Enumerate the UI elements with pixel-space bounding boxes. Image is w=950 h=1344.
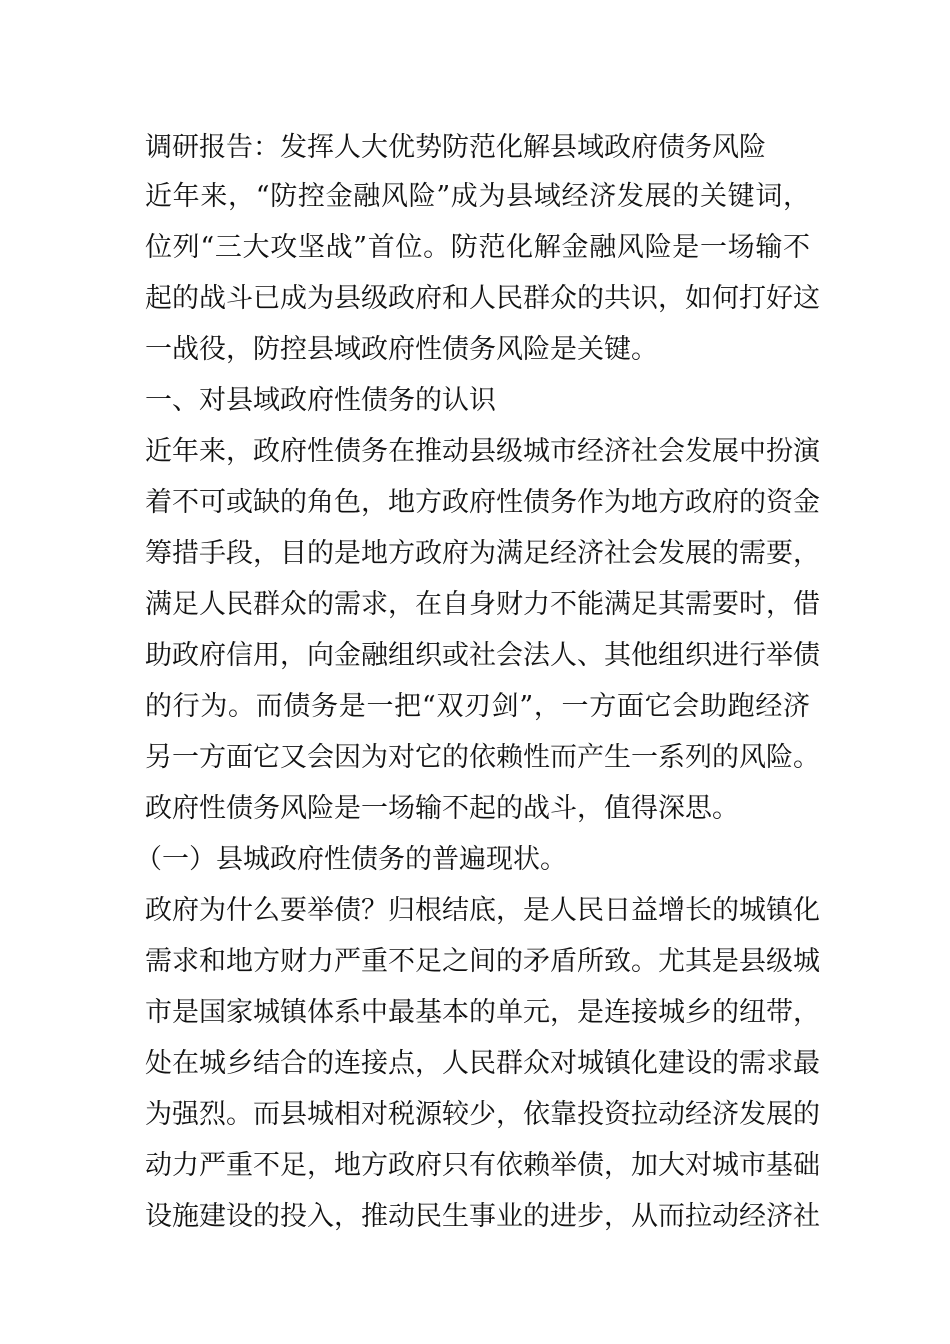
- paragraph-line: 动力严重不足，地方政府只有依赖举债，加大对城市基础: [145, 1150, 820, 1181]
- paragraph-line: 满足人民群众的需求，在自身财力不能满足其需要时，借: [145, 589, 820, 620]
- paragraph-line: 政府为什么要举债？归根结底，是人民日益增长的城镇化: [145, 895, 820, 926]
- document-title: 调研报告：发挥人大优势防范化解县域政府债务风险: [145, 132, 766, 163]
- paragraph-line: 的行为。而债务是一把“双刃剑”，一方面它会助跑经济: [145, 691, 810, 722]
- paragraph-line: 需求和地方财力严重不足之间的矛盾所致。尤其是县级城: [145, 946, 820, 977]
- paragraph-line: 助政府信用，向金融组织或社会法人、其他组织进行举债: [145, 640, 820, 671]
- paragraph-line: 近年来，“防控金融风险”成为县域经济发展的关键词，: [145, 181, 810, 212]
- paragraph-line: 筹措手段，目的是地方政府为满足经济社会发展的需要，: [145, 538, 820, 569]
- paragraph-line: 市是国家城镇体系中最基本的单元，是连接城乡的纽带，: [145, 997, 820, 1028]
- section-heading: 一、对县域政府性债务的认识: [145, 385, 496, 416]
- paragraph-line: 为强烈。而县城相对税源较少，依靠投资拉动经济发展的: [145, 1099, 820, 1130]
- paragraph-line: 政府性债务风险是一场输不起的战斗，值得深思。: [145, 793, 739, 824]
- paragraph-line: 处在城乡结合的连接点，人民群众对城镇化建设的需求最: [145, 1048, 820, 1079]
- paragraph-line: 着不可或缺的角色，地方政府性债务作为地方政府的资金: [145, 487, 820, 518]
- paragraph-line: 设施建设的投入，推动民生事业的进步，从而拉动经济社: [145, 1201, 820, 1232]
- paragraph-line: 另一方面它又会因为对它的依赖性而产生一系列的风险。: [145, 742, 820, 773]
- paragraph-line: 一战役，防控县域政府性债务风险是关键。: [145, 334, 658, 365]
- document-body: [135, 124, 820, 1242]
- paragraph-line: 位列“三大攻坚战”首位。防范化解金融风险是一场输不: [145, 232, 810, 263]
- paragraph-line: 近年来，政府性债务在推动县级城市经济社会发展中扮演: [145, 436, 820, 467]
- subsection-heading: （一）县城政府性债务的普遍现状。: [135, 844, 567, 875]
- paragraph-line: 起的战斗已成为县级政府和人民群众的共识，如何打好这: [145, 283, 820, 314]
